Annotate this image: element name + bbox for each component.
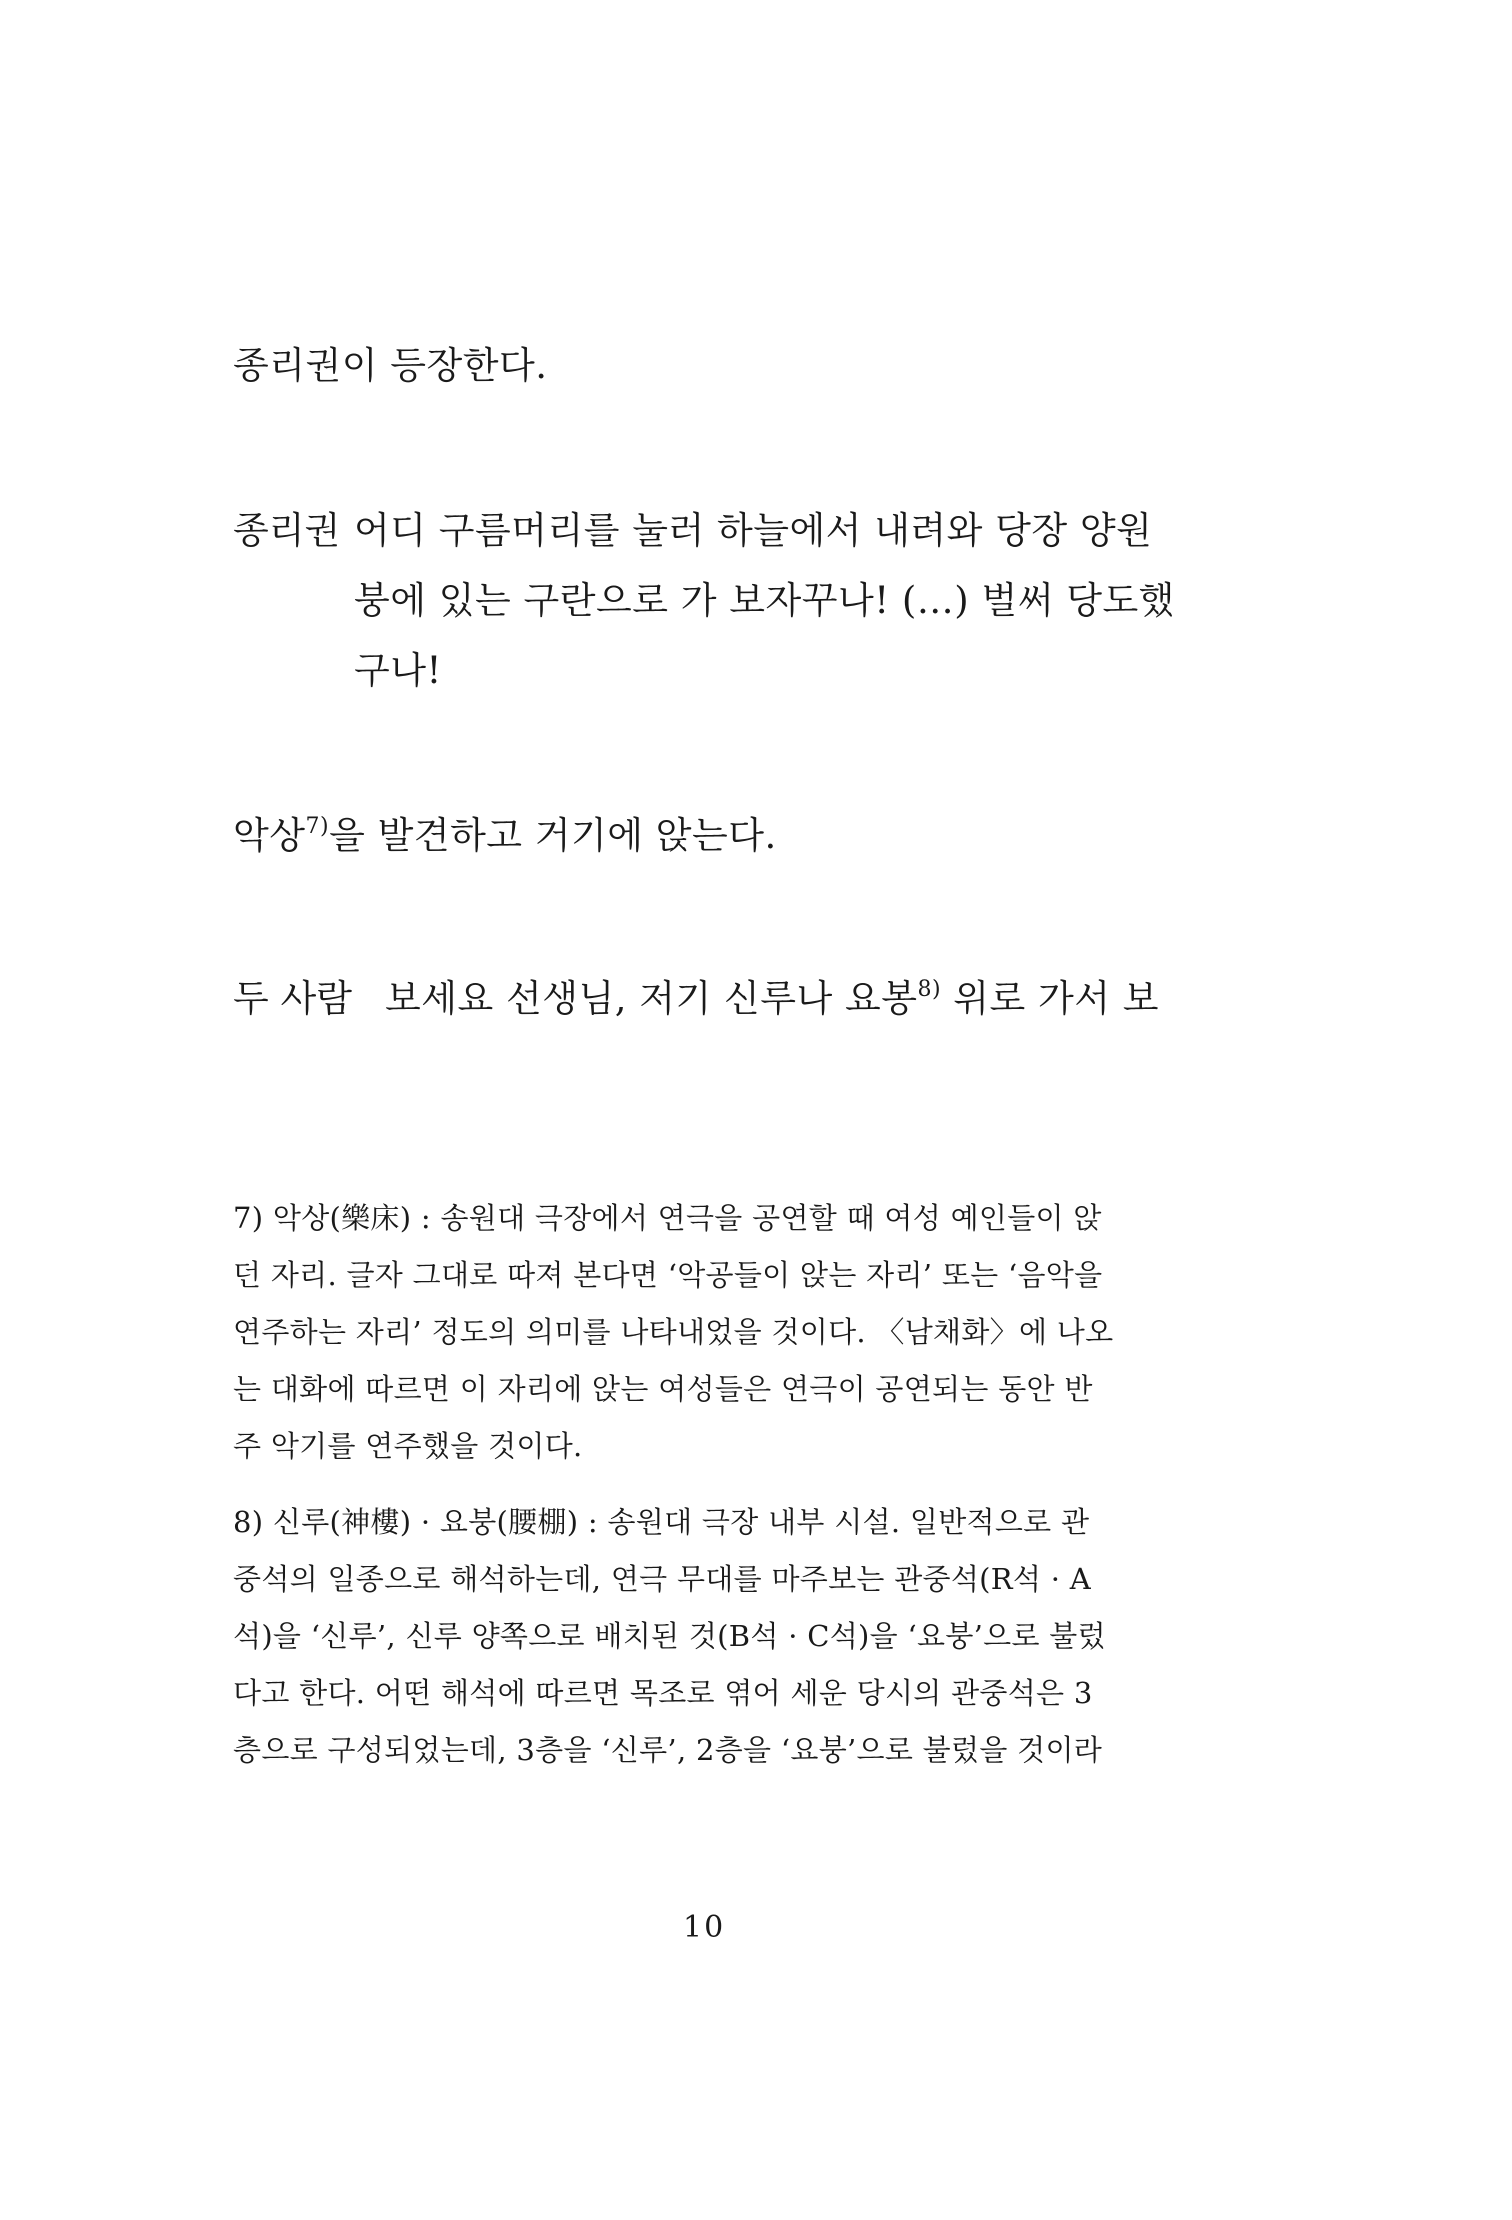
footnote-line: 석)을 ‘신루’, 신루 양쪽으로 배치된 것(B석 · C석)을 ‘요붕’으로 불렀 [233,1619,1106,1653]
speaker-name: 종리권 [233,509,341,552]
stage-text: 을 발견하고 거기에 앉는다. [329,814,777,857]
dialogue-line: 붕에 있는 구란으로 가 보자꾸나! (…) 벌써 당도했 [354,579,1175,622]
stage-text: 악상 [233,814,306,857]
footnote-line: 중석의 일종으로 해석하는데, 연극 무대를 마주보는 관중석(R석 · A [233,1562,1092,1596]
footnote-ref: 7) [305,813,330,839]
footnote-line: 층으로 구성되었는데, 3층을 ‘신루’, 2층을 ‘요붕’으로 불렀을 것이라 [233,1733,1103,1767]
footnote-line: 는 대화에 따르면 이 자리에 앉는 여성들은 연극이 공연되는 동안 반 [233,1372,1093,1406]
footnote-line: 8) 신루(神樓) · 요붕(腰棚) : 송원대 극장 내부 시설. 일반적으로 관 [233,1505,1090,1539]
dialogue-line: 어디 구름머리를 눌러 하늘에서 내려와 당장 양원 [354,509,1153,552]
footnote-line: 다고 한다. 어떤 해석에 따르면 목조로 엮어 세운 당시의 관중석은 3 [233,1676,1093,1710]
page-number: 10 [683,1910,726,1945]
stage-direction: 종리권이 등장한다. [233,344,548,387]
footnote-line: 연주하는 자리’ 정도의 의미를 나타내었을 것이다. 〈남채화〉에 나오 [233,1315,1114,1349]
dialogue-text: 위로 가서 보 [941,977,1160,1020]
footnote-line: 던 자리. 글자 그대로 따져 본다면 ‘악공들이 앉는 자리’ 또는 ‘음악을 [233,1258,1103,1292]
speaker-name: 두 사람 [233,977,352,1020]
dialogue-line: 구나! [354,649,442,692]
dialogue-text: 보세요 선생님, 저기 신루나 요봉 [385,977,918,1020]
footnote-line: 주 악기를 연주했을 것이다. [233,1429,583,1463]
footnote-line: 7) 악상(樂床) : 송원대 극장에서 연극을 공연할 때 여성 예인들이 앉 [233,1201,1102,1235]
stage-direction [233,805,777,859]
dialogue-line [385,968,1159,1022]
footnote-ref: 8) [917,976,942,1002]
